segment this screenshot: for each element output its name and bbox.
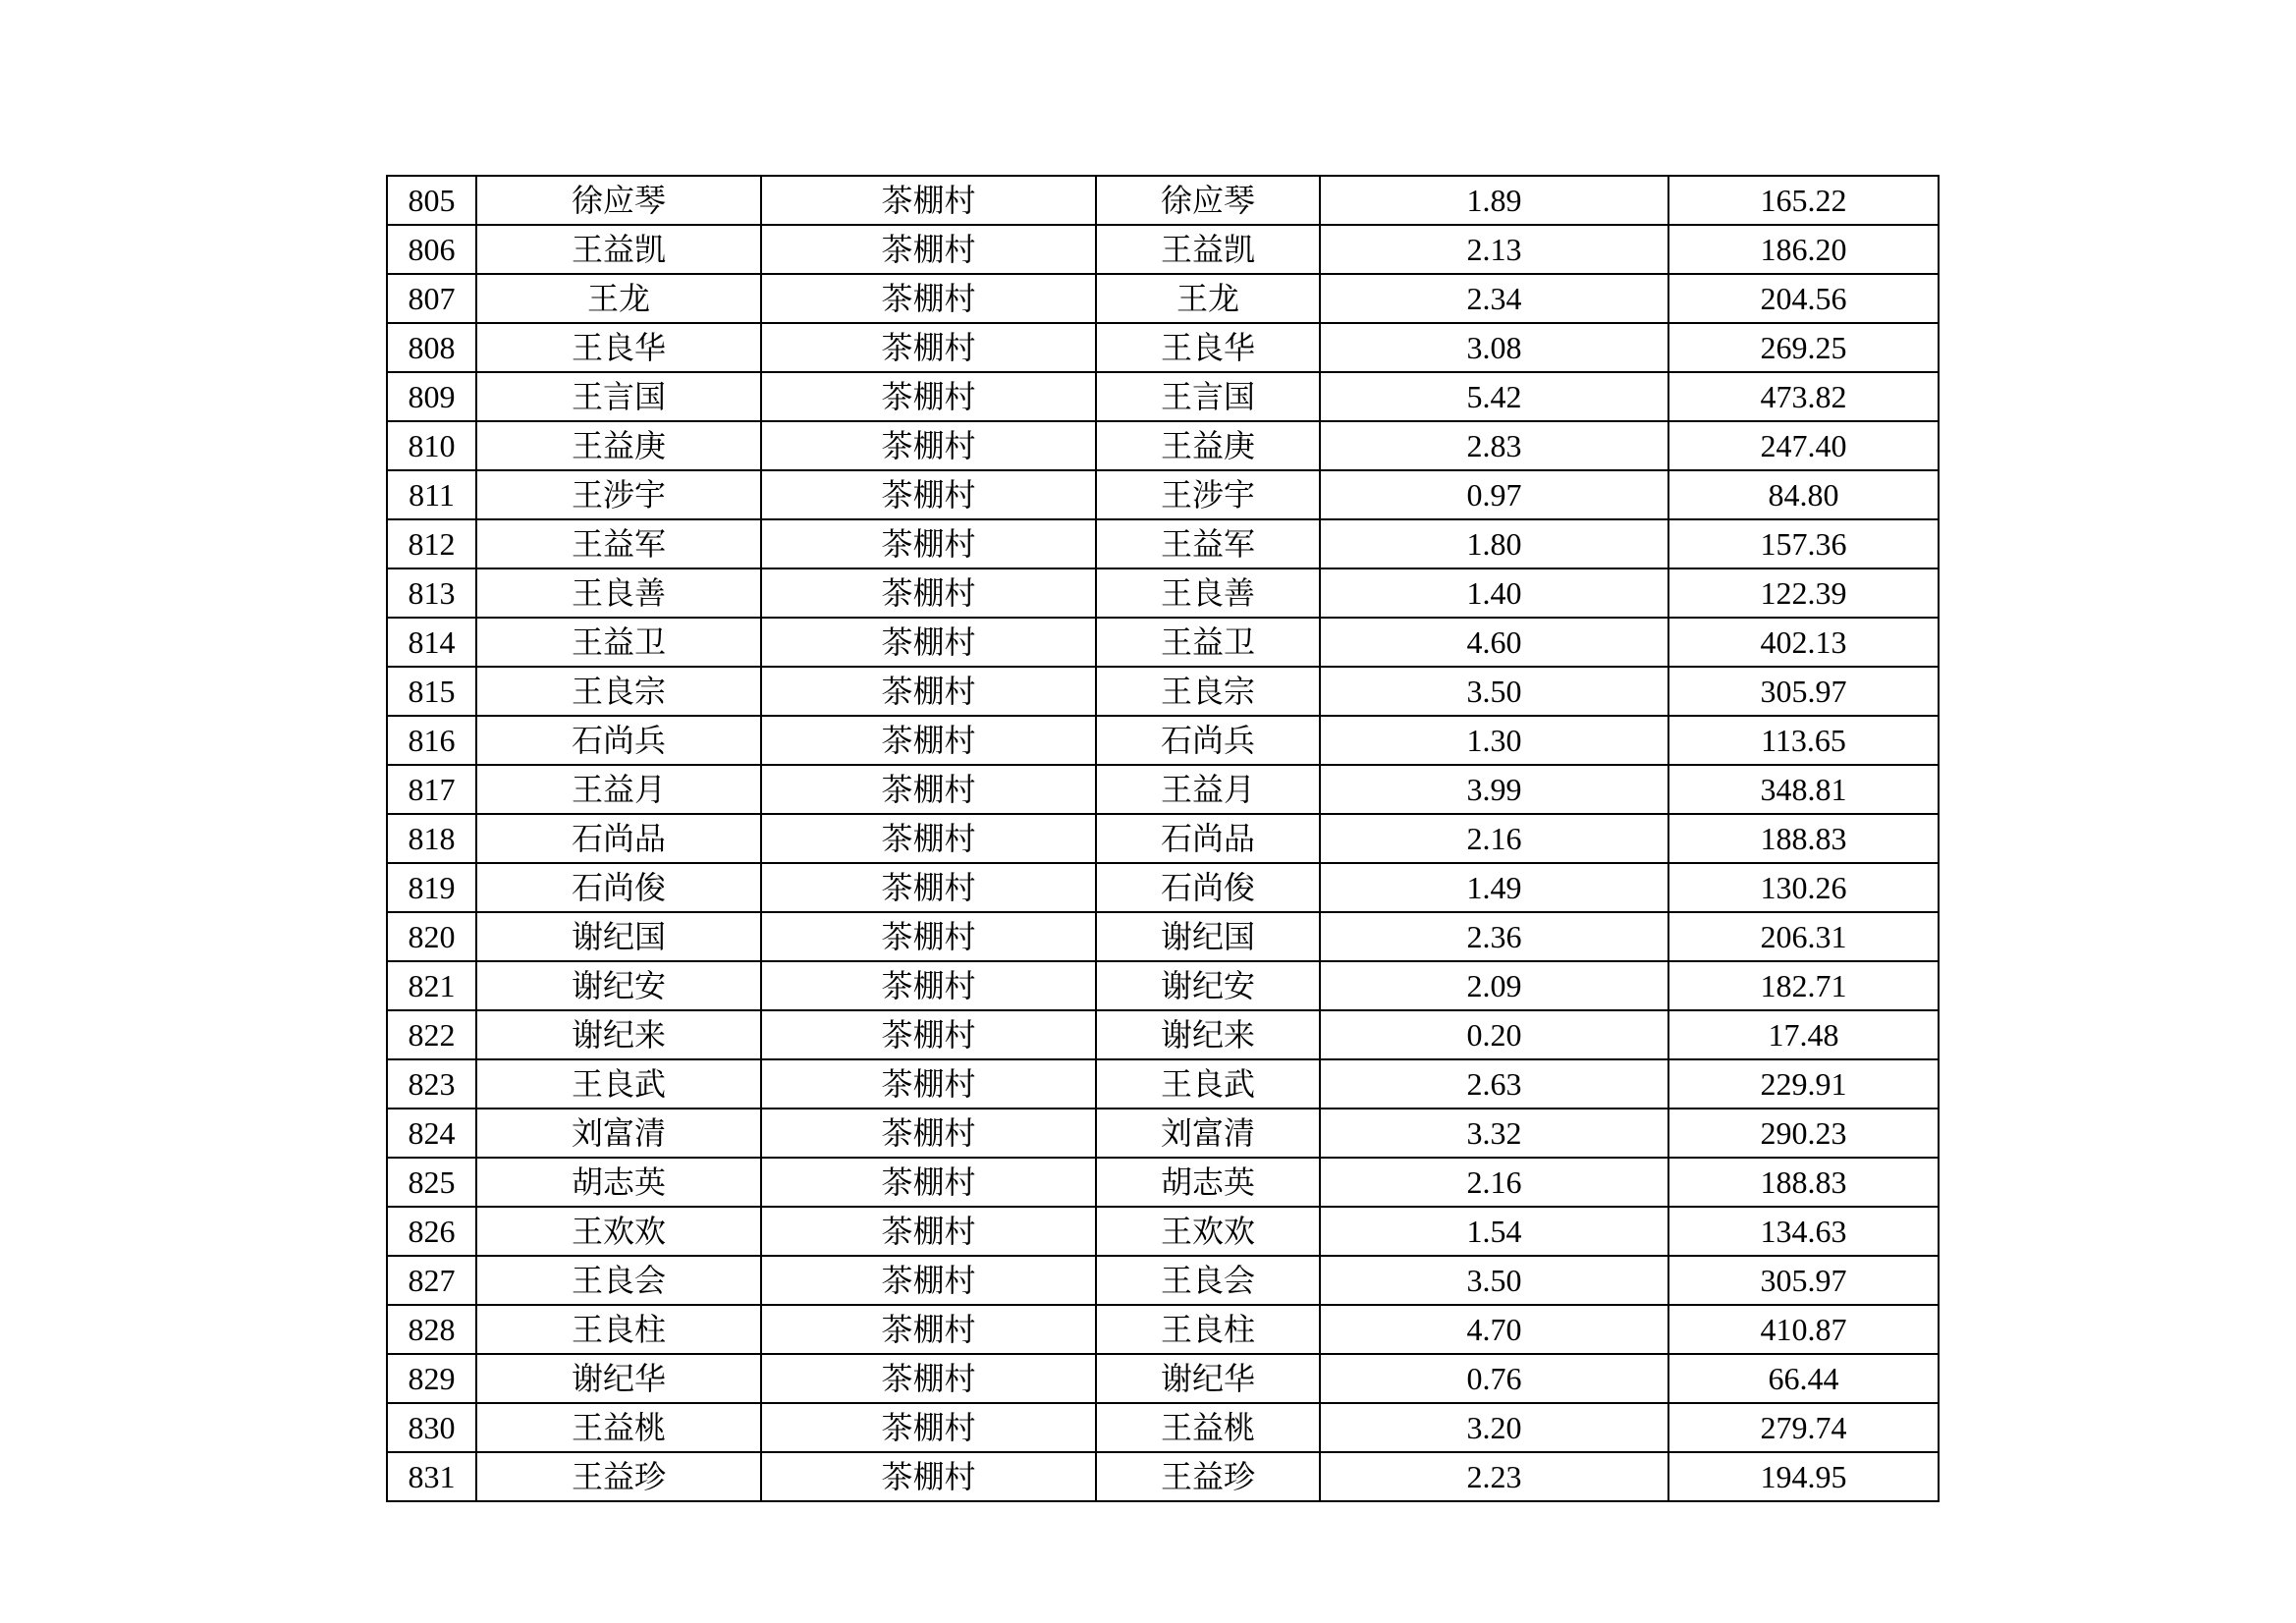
name-cell: 王言国 — [476, 372, 761, 421]
holder-name-cell: 王益凯 — [1096, 225, 1320, 274]
village-cell: 茶棚村 — [761, 568, 1096, 618]
row-number-cell: 809 — [387, 372, 476, 421]
amount-cell: 229.91 — [1668, 1059, 1939, 1109]
name-cell: 王益庚 — [476, 421, 761, 470]
area-cell: 1.40 — [1320, 568, 1668, 618]
holder-name-cell: 王良会 — [1096, 1256, 1320, 1305]
table-row — [387, 1010, 1939, 1059]
table-row — [387, 912, 1939, 961]
table-row — [387, 1354, 1939, 1403]
row-number-cell: 808 — [387, 323, 476, 372]
village-cell: 茶棚村 — [761, 1109, 1096, 1158]
row-number-cell: 821 — [387, 961, 476, 1010]
name-cell: 王龙 — [476, 274, 761, 323]
table-row — [387, 765, 1939, 814]
amount-cell: 188.83 — [1668, 814, 1939, 863]
name-cell: 王益月 — [476, 765, 761, 814]
amount-cell: 473.82 — [1668, 372, 1939, 421]
amount-cell: 269.25 — [1668, 323, 1939, 372]
name-cell: 王益卫 — [476, 618, 761, 667]
area-cell: 2.63 — [1320, 1059, 1668, 1109]
amount-cell: 279.74 — [1668, 1403, 1939, 1452]
village-cell: 茶棚村 — [761, 1010, 1096, 1059]
table-row — [387, 716, 1939, 765]
row-number-cell: 811 — [387, 470, 476, 519]
holder-name-cell: 王良宗 — [1096, 667, 1320, 716]
name-cell: 王良善 — [476, 568, 761, 618]
name-cell: 谢纪国 — [476, 912, 761, 961]
area-cell: 2.83 — [1320, 421, 1668, 470]
holder-name-cell: 谢纪安 — [1096, 961, 1320, 1010]
village-cell: 茶棚村 — [761, 814, 1096, 863]
row-number-cell: 830 — [387, 1403, 476, 1452]
area-cell: 2.36 — [1320, 912, 1668, 961]
name-cell: 王良华 — [476, 323, 761, 372]
name-cell: 王良柱 — [476, 1305, 761, 1354]
amount-cell: 84.80 — [1668, 470, 1939, 519]
name-cell: 石尚兵 — [476, 716, 761, 765]
table-row — [387, 421, 1939, 470]
village-cell: 茶棚村 — [761, 618, 1096, 667]
area-cell: 4.70 — [1320, 1305, 1668, 1354]
area-cell: 2.16 — [1320, 814, 1668, 863]
row-number-cell: 805 — [387, 176, 476, 225]
holder-name-cell: 王涉宇 — [1096, 470, 1320, 519]
table-row — [387, 568, 1939, 618]
amount-cell: 305.97 — [1668, 1256, 1939, 1305]
area-cell: 2.09 — [1320, 961, 1668, 1010]
table-row — [387, 863, 1939, 912]
table-row — [387, 1158, 1939, 1207]
holder-name-cell: 王良武 — [1096, 1059, 1320, 1109]
row-number-cell: 831 — [387, 1452, 476, 1501]
row-number-cell: 826 — [387, 1207, 476, 1256]
village-cell: 茶棚村 — [761, 1354, 1096, 1403]
amount-cell: 113.65 — [1668, 716, 1939, 765]
area-cell: 1.89 — [1320, 176, 1668, 225]
name-cell: 王良宗 — [476, 667, 761, 716]
holder-name-cell: 王益卫 — [1096, 618, 1320, 667]
area-cell: 2.23 — [1320, 1452, 1668, 1501]
holder-name-cell: 王良善 — [1096, 568, 1320, 618]
name-cell: 王益军 — [476, 519, 761, 568]
name-cell: 王益凯 — [476, 225, 761, 274]
area-cell: 2.13 — [1320, 225, 1668, 274]
amount-cell: 194.95 — [1668, 1452, 1939, 1501]
name-cell: 王良武 — [476, 1059, 761, 1109]
row-number-cell: 827 — [387, 1256, 476, 1305]
village-cell: 茶棚村 — [761, 1305, 1096, 1354]
area-cell: 0.97 — [1320, 470, 1668, 519]
name-cell: 石尚俊 — [476, 863, 761, 912]
village-cell: 茶棚村 — [761, 716, 1096, 765]
holder-name-cell: 王益庚 — [1096, 421, 1320, 470]
holder-name-cell: 王益珍 — [1096, 1452, 1320, 1501]
village-cell: 茶棚村 — [761, 519, 1096, 568]
holder-name-cell: 王良柱 — [1096, 1305, 1320, 1354]
amount-cell: 348.81 — [1668, 765, 1939, 814]
amount-cell: 17.48 — [1668, 1010, 1939, 1059]
amount-cell: 247.40 — [1668, 421, 1939, 470]
amount-cell: 290.23 — [1668, 1109, 1939, 1158]
holder-name-cell: 谢纪国 — [1096, 912, 1320, 961]
holder-name-cell: 石尚品 — [1096, 814, 1320, 863]
name-cell: 胡志英 — [476, 1158, 761, 1207]
row-number-cell: 820 — [387, 912, 476, 961]
table-row — [387, 519, 1939, 568]
table-row — [387, 372, 1939, 421]
village-cell: 茶棚村 — [761, 1207, 1096, 1256]
name-cell: 王益珍 — [476, 1452, 761, 1501]
table-row — [387, 1256, 1939, 1305]
area-cell: 1.30 — [1320, 716, 1668, 765]
name-cell: 谢纪安 — [476, 961, 761, 1010]
table-row — [387, 814, 1939, 863]
roster-table — [386, 175, 1940, 1502]
name-cell: 刘富清 — [476, 1109, 761, 1158]
area-cell: 0.76 — [1320, 1354, 1668, 1403]
area-cell: 3.50 — [1320, 667, 1668, 716]
table-row — [387, 225, 1939, 274]
name-cell: 谢纪来 — [476, 1010, 761, 1059]
village-cell: 茶棚村 — [761, 1403, 1096, 1452]
table-row — [387, 961, 1939, 1010]
name-cell: 王良会 — [476, 1256, 761, 1305]
area-cell: 3.08 — [1320, 323, 1668, 372]
village-cell: 茶棚村 — [761, 470, 1096, 519]
table-row — [387, 1305, 1939, 1354]
table-row — [387, 1403, 1939, 1452]
amount-cell: 122.39 — [1668, 568, 1939, 618]
row-number-cell: 822 — [387, 1010, 476, 1059]
row-number-cell: 829 — [387, 1354, 476, 1403]
village-cell: 茶棚村 — [761, 765, 1096, 814]
holder-name-cell: 王益军 — [1096, 519, 1320, 568]
row-number-cell: 818 — [387, 814, 476, 863]
name-cell: 王欢欢 — [476, 1207, 761, 1256]
row-number-cell: 823 — [387, 1059, 476, 1109]
village-cell: 茶棚村 — [761, 372, 1096, 421]
holder-name-cell: 王益桃 — [1096, 1403, 1320, 1452]
roster-table-body — [387, 176, 1939, 1501]
name-cell: 谢纪华 — [476, 1354, 761, 1403]
row-number-cell: 825 — [387, 1158, 476, 1207]
area-cell: 1.80 — [1320, 519, 1668, 568]
amount-cell: 66.44 — [1668, 1354, 1939, 1403]
row-number-cell: 806 — [387, 225, 476, 274]
amount-cell: 305.97 — [1668, 667, 1939, 716]
area-cell: 2.34 — [1320, 274, 1668, 323]
village-cell: 茶棚村 — [761, 667, 1096, 716]
village-cell: 茶棚村 — [761, 274, 1096, 323]
area-cell: 3.32 — [1320, 1109, 1668, 1158]
area-cell: 3.20 — [1320, 1403, 1668, 1452]
row-number-cell: 807 — [387, 274, 476, 323]
amount-cell: 188.83 — [1668, 1158, 1939, 1207]
table-row — [387, 618, 1939, 667]
table-row — [387, 667, 1939, 716]
table-row — [387, 1452, 1939, 1501]
amount-cell: 186.20 — [1668, 225, 1939, 274]
table-row — [387, 274, 1939, 323]
area-cell: 0.20 — [1320, 1010, 1668, 1059]
holder-name-cell: 王言国 — [1096, 372, 1320, 421]
amount-cell: 165.22 — [1668, 176, 1939, 225]
village-cell: 茶棚村 — [761, 863, 1096, 912]
area-cell: 3.99 — [1320, 765, 1668, 814]
holder-name-cell: 胡志英 — [1096, 1158, 1320, 1207]
amount-cell: 157.36 — [1668, 519, 1939, 568]
row-number-cell: 824 — [387, 1109, 476, 1158]
village-cell: 茶棚村 — [761, 912, 1096, 961]
area-cell: 4.60 — [1320, 618, 1668, 667]
amount-cell: 410.87 — [1668, 1305, 1939, 1354]
holder-name-cell: 谢纪来 — [1096, 1010, 1320, 1059]
village-cell: 茶棚村 — [761, 1158, 1096, 1207]
holder-name-cell: 徐应琴 — [1096, 176, 1320, 225]
amount-cell: 182.71 — [1668, 961, 1939, 1010]
holder-name-cell: 王欢欢 — [1096, 1207, 1320, 1256]
area-cell: 1.49 — [1320, 863, 1668, 912]
village-cell: 茶棚村 — [761, 225, 1096, 274]
area-cell: 3.50 — [1320, 1256, 1668, 1305]
village-cell: 茶棚村 — [761, 176, 1096, 225]
amount-cell: 402.13 — [1668, 618, 1939, 667]
amount-cell: 206.31 — [1668, 912, 1939, 961]
holder-name-cell: 王龙 — [1096, 274, 1320, 323]
table-row — [387, 176, 1939, 225]
table-row — [387, 1207, 1939, 1256]
name-cell: 王涉宇 — [476, 470, 761, 519]
row-number-cell: 813 — [387, 568, 476, 618]
village-cell: 茶棚村 — [761, 961, 1096, 1010]
area-cell: 5.42 — [1320, 372, 1668, 421]
area-cell: 2.16 — [1320, 1158, 1668, 1207]
row-number-cell: 817 — [387, 765, 476, 814]
name-cell: 石尚品 — [476, 814, 761, 863]
name-cell: 王益桃 — [476, 1403, 761, 1452]
row-number-cell: 815 — [387, 667, 476, 716]
holder-name-cell: 石尚兵 — [1096, 716, 1320, 765]
row-number-cell: 819 — [387, 863, 476, 912]
village-cell: 茶棚村 — [761, 323, 1096, 372]
holder-name-cell: 石尚俊 — [1096, 863, 1320, 912]
village-cell: 茶棚村 — [761, 1256, 1096, 1305]
table-row — [387, 1059, 1939, 1109]
village-cell: 茶棚村 — [761, 1452, 1096, 1501]
table-row — [387, 470, 1939, 519]
holder-name-cell: 谢纪华 — [1096, 1354, 1320, 1403]
row-number-cell: 828 — [387, 1305, 476, 1354]
table-row — [387, 323, 1939, 372]
amount-cell: 204.56 — [1668, 274, 1939, 323]
row-number-cell: 812 — [387, 519, 476, 568]
amount-cell: 134.63 — [1668, 1207, 1939, 1256]
village-cell: 茶棚村 — [761, 1059, 1096, 1109]
village-cell: 茶棚村 — [761, 421, 1096, 470]
amount-cell: 130.26 — [1668, 863, 1939, 912]
row-number-cell: 816 — [387, 716, 476, 765]
row-number-cell: 814 — [387, 618, 476, 667]
holder-name-cell: 刘富清 — [1096, 1109, 1320, 1158]
area-cell: 1.54 — [1320, 1207, 1668, 1256]
holder-name-cell: 王良华 — [1096, 323, 1320, 372]
row-number-cell: 810 — [387, 421, 476, 470]
holder-name-cell: 王益月 — [1096, 765, 1320, 814]
name-cell: 徐应琴 — [476, 176, 761, 225]
table-row — [387, 1109, 1939, 1158]
